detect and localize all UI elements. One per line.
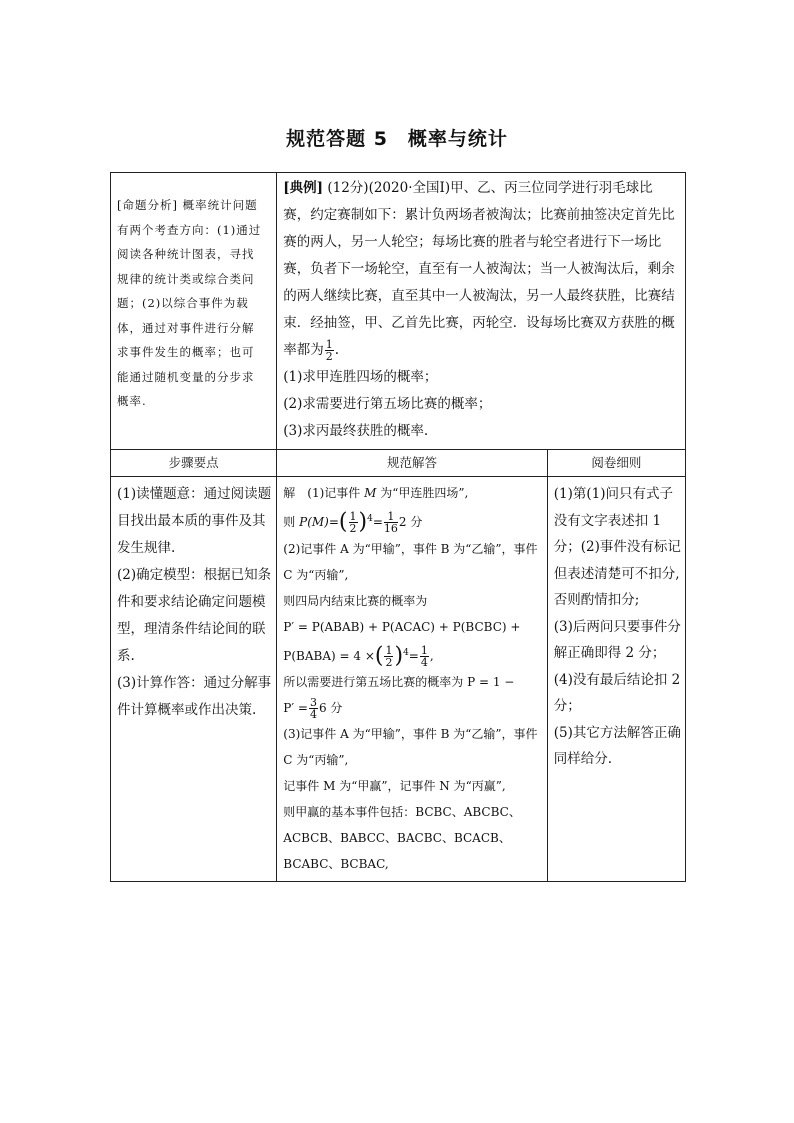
rule-2: (3)后两问只要事件分解正确即得 2 分； (553, 618, 681, 661)
steps-cell (111, 477, 277, 882)
header-steps: 步骤要点 (111, 450, 277, 477)
analysis-text: 概率统计问题有两个考查方向：(1)通过阅读各种统计图表，寻找规律的统计类或综合类问题；(2)以综合事件为载体，通过对事件进行分解求事件发生的概率；也可能通过随机变量的分步求概率. (117, 198, 262, 408)
solution-table (110, 172, 686, 882)
example-source: (12分)(2020·全国Ⅰ) (327, 180, 451, 196)
example-cell: [典例] (12分)(2020·全国Ⅰ)甲、乙、丙三位同学进行羽毛球比赛，约定赛制如下：累计负两场者被淘汰；比赛前抽签决定首先比赛的两人，另一人轮空；每场比赛的胜者与轮空者进行下一场比赛，负者下一场轮空，直至有一人被淘汰；当一人被淘汰后，剩余的两人继续比赛，直至其中一人被淘汰，另一人最终获胜，比赛结束．经抽签，甲、乙首先比赛，丙轮空．设每场比赛双方获胜的概率都为 $\frac{1}{2}$ . (1)求甲连胜四场的概率； (2)求需要进行第五场比赛的概率； (3)求丙最终获胜的概率. (277, 173, 686, 450)
question-3: (3)求丙最终获胜的概率. (283, 423, 429, 439)
page-title: 规范答题 5 概率与统计 (286, 128, 508, 150)
step-2: (2)确定模型：根据已知条件和要求结论确定问题模型，理清条件结论间的联系. (117, 567, 272, 664)
question-2: (2)求需要进行第五场比赛的概率； (283, 396, 492, 412)
rule-1: (1)第(1)问只有式子没有文字表述扣 1 分；(2)事件没有标记但表述清楚可不扣分,否则酌情扣分; (553, 486, 681, 608)
analysis-cell (111, 173, 277, 450)
fraction-one-half: $\frac{1}{2}$ (325, 338, 333, 363)
solution-cell (277, 477, 547, 882)
example-text: 甲、乙、丙三位同学进行羽毛球比赛，约定赛制如下：累计负两场者被淘汰；比赛前抽签决定首先比赛的两人，另一人轮空；每场比赛的胜者与轮空者进行下一场比赛，负者下一场轮空，直至有一人被淘汰；当一人被淘汰后，剩余的两人继续比赛，直至其中一人被淘汰，另一人最终获胜，比赛结束．经抽签，甲、乙首先比赛，丙轮空．设每场比赛双方获胜的概率都为 (283, 180, 675, 358)
solution-line-7: 所以需要进行第五场比赛的概率为 P = 1 − (283, 675, 515, 689)
step-1: (1)读懂题意：通过阅读题目找出最本质的事件及其发生规律. (117, 486, 272, 556)
solution-line-5: P′ = P(ABAB) + P(ACAC) + P(BCBC) + (283, 619, 521, 634)
rule-3: (4)没有最后结论扣 2分； (553, 671, 681, 714)
solution-line-2: 则 P(M)=( $\frac{1}{2}$ )$^4$= $\frac{1}{16}$ 2 分 (283, 509, 423, 535)
rules-cell (547, 477, 685, 882)
analysis-label: [命题分析] (117, 198, 178, 212)
question-1: (1)求甲连胜四场的概率； (283, 369, 438, 385)
header-solution: 规范解答 (277, 450, 547, 477)
step-3: (3)计算作答：通过分解事件计算概率或作出决策. (117, 675, 272, 718)
example-label: [典例] (283, 180, 324, 196)
header-rules: 阅卷细则 (547, 450, 685, 477)
solution-line-10: 记事件 M 为“甲赢”，记事件 N 为“丙赢”, (283, 779, 506, 793)
solution-line-1: 解 (1)记事件 M 为“甲连胜四场”, (283, 486, 469, 500)
solution-line-4: 则四局内结束比赛的概率为 (283, 593, 428, 608)
solution-line-3: (2)记事件 A 为“甲输”，事件 B 为“乙输”，事件 C 为“丙输”, (283, 541, 538, 582)
solution-line-8: P′ = $\frac{3}{4}$ 6 分 (283, 696, 343, 721)
solution-line-9: (3)记事件 A 为“甲输”，事件 B 为“乙输”，事件 C 为“丙输”, (283, 727, 538, 767)
rule-4: (5)其它方法解答正确同样给分. (553, 724, 681, 767)
solution-line-6: P(BABA) = 4 ×( $\frac{1}{2}$ )$^4$= $\frac{1}{4}$ , (283, 643, 434, 669)
solution-line-11: 则甲赢的基本事件包括：BCBC、ABCBC、ACBCB、BABCC、BACBC、BCACB、BCABC、BCBAC, (283, 805, 521, 871)
